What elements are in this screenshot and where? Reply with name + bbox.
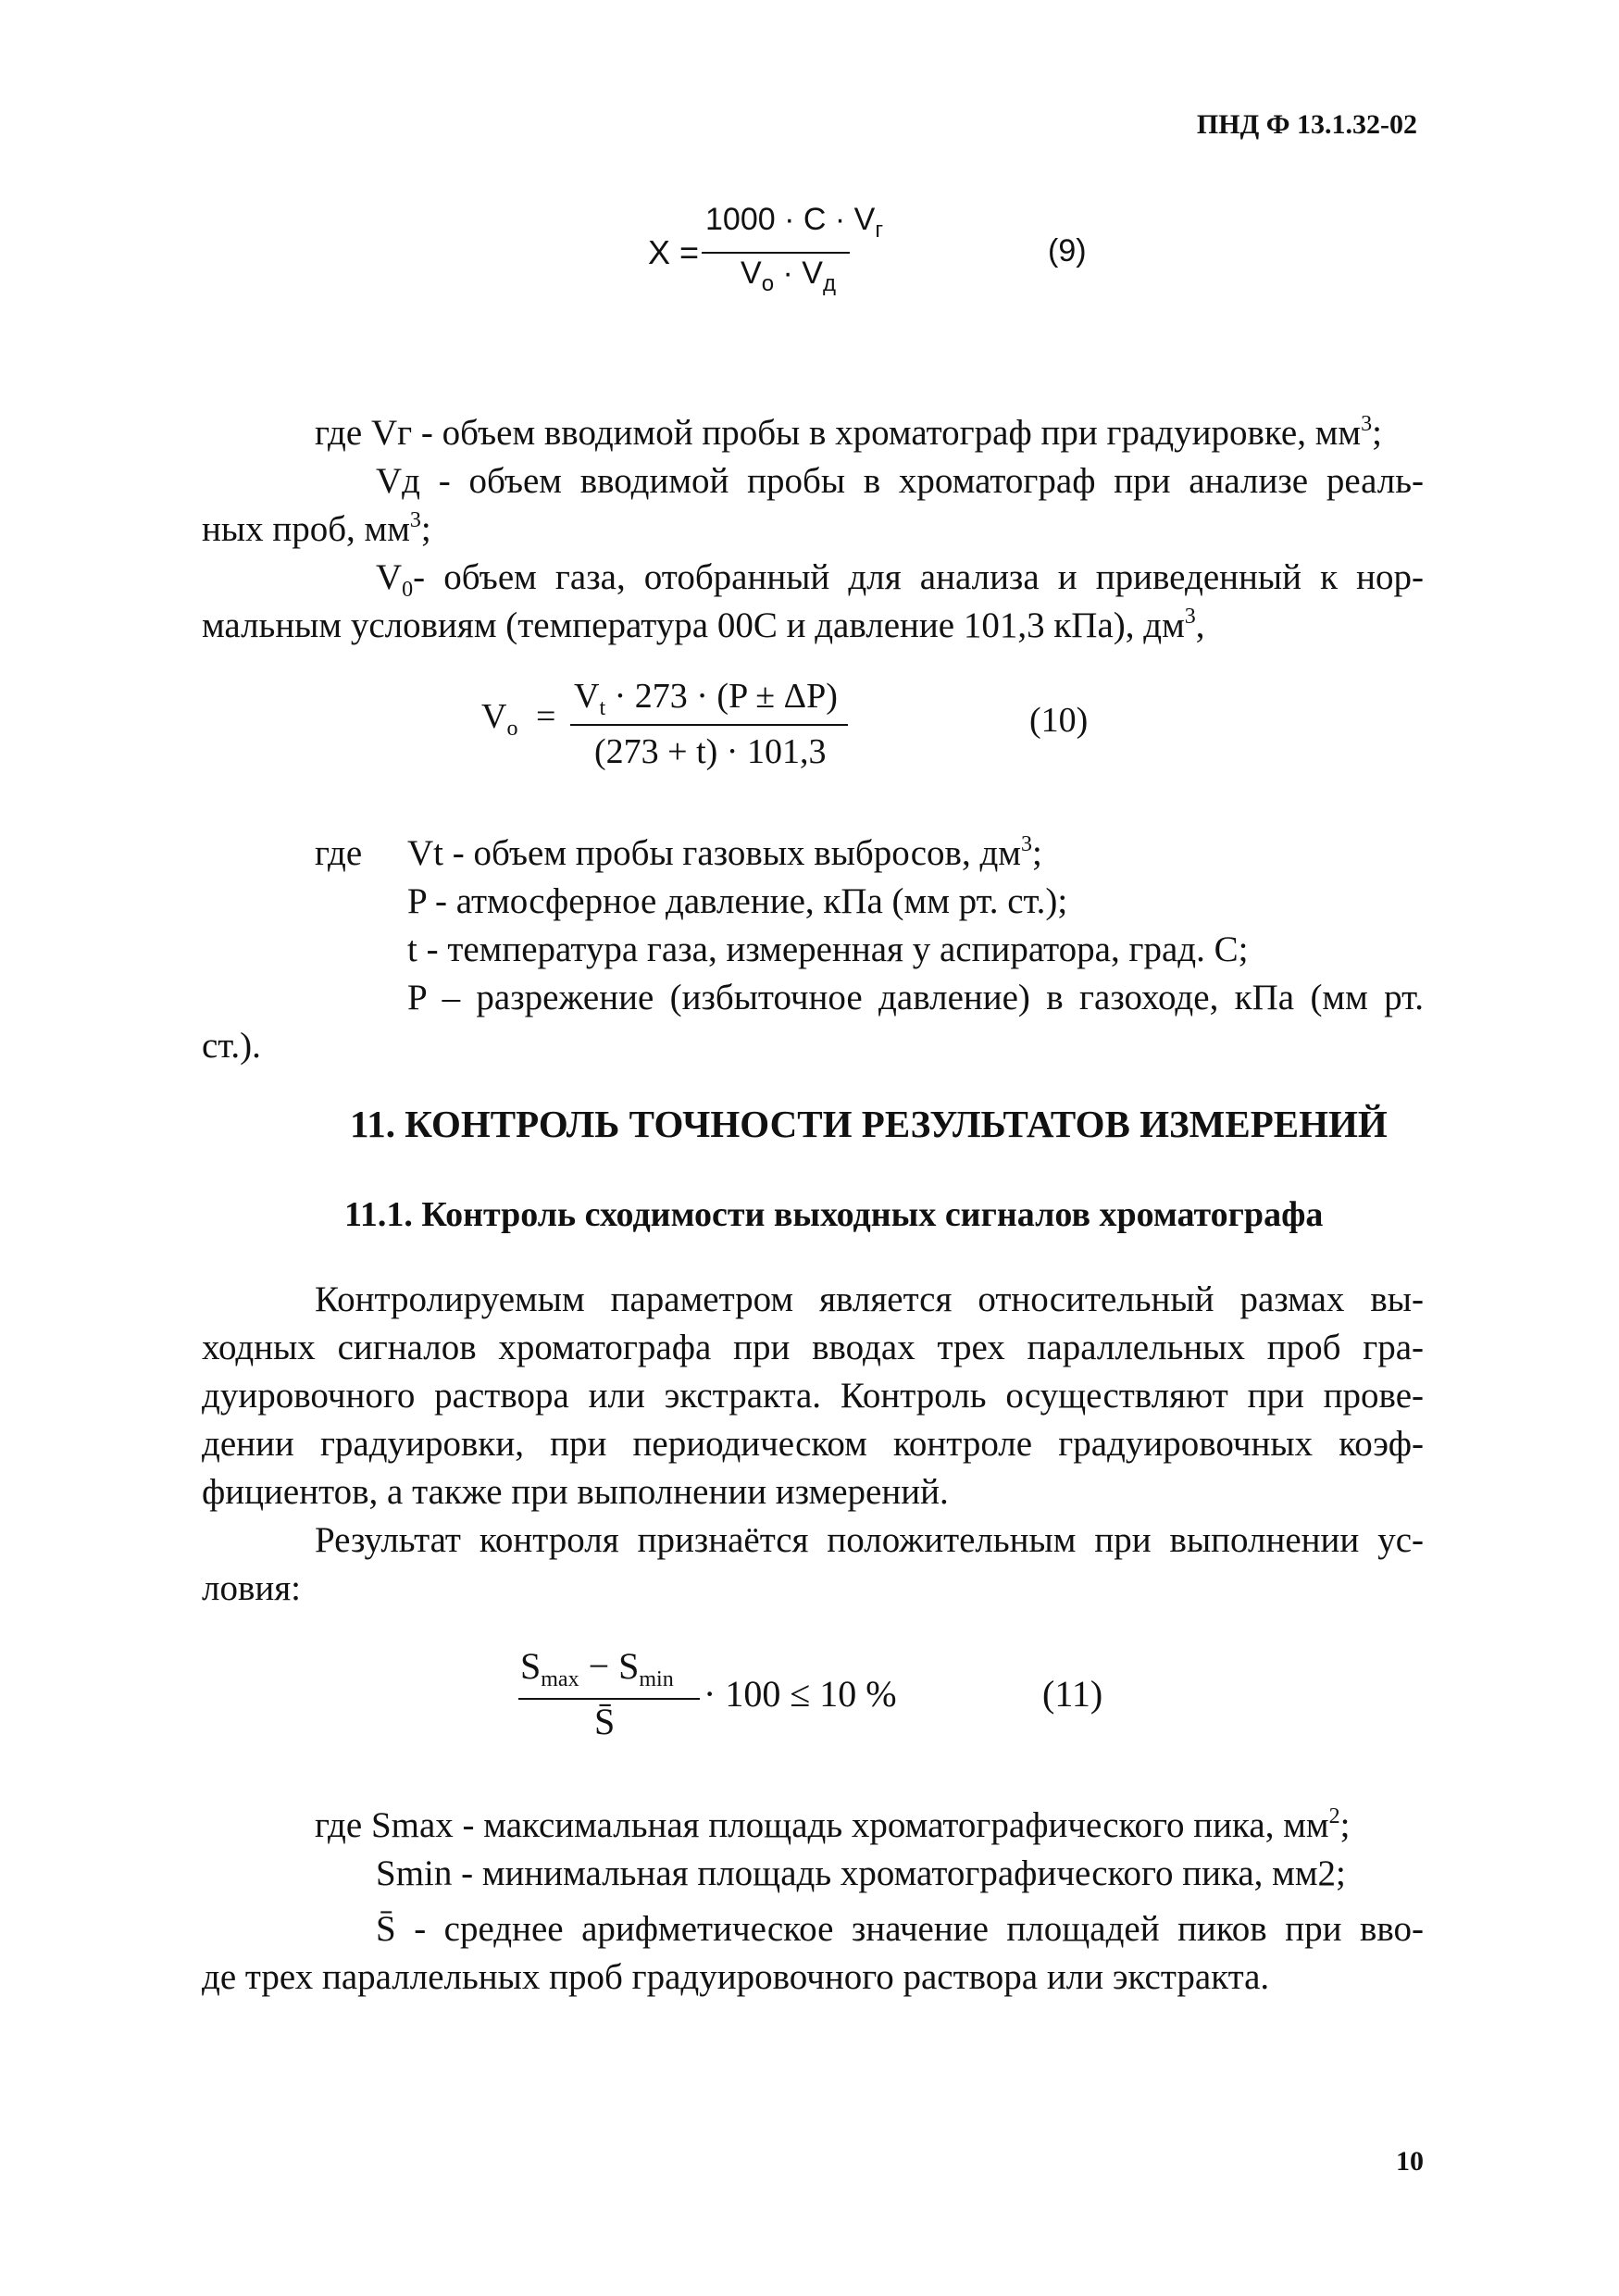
def-vg-sup: 3 xyxy=(1361,412,1373,436)
formula-11-tail: · 100 ≤ 10 % xyxy=(704,1673,897,1715)
def-vt-sup: 3 xyxy=(1020,832,1032,856)
formula-11-s2-sub: min xyxy=(639,1667,674,1691)
def-v0-line1 xyxy=(376,554,1424,602)
def-smax-text: где Smax - максимальная площадь хроматографического пика, мм xyxy=(315,1805,1329,1845)
para2-line: Результат контроля признаётся положительным при выполнении ус- xyxy=(315,1520,1424,1560)
def10-where: где xyxy=(315,833,363,873)
para1-line: фициентов, а также при выполнении измерений. xyxy=(202,1472,949,1512)
formula-10-numerator-v: V xyxy=(574,677,600,716)
formula-11-denominator: S̄ xyxy=(594,1701,616,1742)
para1-line: Контролируемым параметром является относительный размах вы- xyxy=(315,1279,1424,1319)
def-vt-text: Vt - объем пробы газовых выбросов, дм xyxy=(407,833,1021,873)
formula-9-numerator xyxy=(705,202,884,243)
def-vd-line2-text: ных проб, мм xyxy=(202,509,410,549)
def-v0-line2-sup: 3 xyxy=(1184,605,1196,629)
def-vg-tail: ; xyxy=(1372,413,1382,453)
def-vd-line2 xyxy=(202,505,431,554)
def-smax-tail: ; xyxy=(1339,1805,1351,1845)
def-dp: P – разрежение (избыточное давление) в газоходе, кПа (мм рт. xyxy=(407,978,1424,1017)
formula-10-fraction-bar xyxy=(570,724,848,726)
formula-9-lhs: X = xyxy=(648,233,700,271)
def-sbar-line1 xyxy=(376,1905,1424,1953)
formula-9-denominator-a-sub: о xyxy=(761,271,775,296)
formula-10-lhs xyxy=(481,696,556,741)
formula-10-lhs-v: V xyxy=(481,697,507,736)
def-vg xyxy=(315,409,1382,457)
formula-11-s1: S xyxy=(520,1645,542,1687)
def-v0-symbol: V xyxy=(376,557,403,597)
def-vg-text: где Vг - объем вводимой пробы в хроматограф при градуировке, мм xyxy=(315,413,1362,453)
formula-9-fraction-bar xyxy=(702,252,850,254)
def-smin: Smin - минимальная площадь хроматографического пика, мм2; xyxy=(376,1853,1346,1893)
formula-9-denominator-dot: · xyxy=(782,256,793,291)
def-v0-line2 xyxy=(202,602,1205,650)
def-sbar-symbol: S̄ xyxy=(376,1909,396,1949)
formula-10-equals: = xyxy=(535,697,556,736)
def-v0-text: - объем газа, отобранный для анализа и приведенный к нор- xyxy=(413,557,1424,597)
formula-9-denominator-b-sub: д xyxy=(822,271,836,296)
section-title: 11. КОНТРОЛЬ ТОЧНОСТИ РЕЗУЛЬТАТОВ ИЗМЕРЕНИЙ xyxy=(350,1103,1388,1145)
para2-line: ловия: xyxy=(202,1568,302,1608)
def-v0-sub: 0 xyxy=(402,578,414,602)
subsection-title: 11.1. Контроль сходимости выходных сигналов хроматографа xyxy=(344,1195,1324,1234)
page-number: 10 xyxy=(1396,2146,1424,2177)
formula-11-s1-sub: max xyxy=(541,1667,579,1691)
def-vt xyxy=(407,830,1042,878)
def-smax xyxy=(315,1802,1350,1850)
formula-11-number: (11) xyxy=(1042,1673,1103,1715)
def-sbar-text: - среднее арифметическое значение площадей пиков при вво- xyxy=(395,1909,1424,1949)
formula-9-denominator-a: V xyxy=(741,256,762,291)
def-t: t - температура газа, измеренная у аспиратора, град. С; xyxy=(407,930,1249,969)
def-sbar-line2: де трех параллельных проб градуировочного раствора или экстракта. xyxy=(202,1957,1270,1997)
formula-11-numerator xyxy=(520,1644,674,1691)
def-vd-line2-tail: ; xyxy=(420,509,431,549)
formula-10-numerator xyxy=(574,676,838,720)
document-code: ПНД Ф 13.1.32-02 xyxy=(1196,109,1417,140)
def-dp-cont: ст.). xyxy=(202,1026,261,1066)
formula-10-number: (10) xyxy=(1029,701,1089,740)
def-p: P - атмосферное давление, кПа (мм рт. ст.); xyxy=(407,881,1068,921)
def-v0-line2-tail: , xyxy=(1195,605,1205,645)
formula-10-numerator-rest: · 273 · (P ± ΔP) xyxy=(605,677,838,716)
def-vd-line1: Vд - объем вводимой пробы в хроматограф при анализе реаль- xyxy=(376,461,1424,501)
formula-10-denominator: (273 + t) · 101,3 xyxy=(594,732,827,771)
para1-line: дении градуировки, при периодическом контроле градуировочных коэф- xyxy=(202,1424,1424,1464)
formula-10-lhs-sub: о xyxy=(506,717,518,741)
def-v0-line2-text: мальным условиям (температура 00С и давление 101,3 кПа), дм xyxy=(202,605,1185,645)
formula-9-numerator-text: 1000 · C · V xyxy=(705,202,876,237)
formula-9-number: (9) xyxy=(1048,233,1087,268)
formula-10-numerator-sub: t xyxy=(599,696,606,720)
def-vt-tail: ; xyxy=(1031,833,1042,873)
formula-9-denominator-b: V xyxy=(802,256,823,291)
para1-line: дуировочного раствора или экстракта. Контроль осуществляют при прове- xyxy=(202,1376,1424,1416)
para1-line: ходных сигналов хроматографа при вводах трех параллельных проб гра- xyxy=(202,1328,1424,1367)
def-vd-line2-sup: 3 xyxy=(409,508,421,532)
formula-9-denominator xyxy=(741,256,836,296)
formula-9-numerator-sub: г xyxy=(875,218,884,243)
def-smax-sup: 2 xyxy=(1328,1804,1340,1828)
formula-11-minus: − S xyxy=(579,1645,640,1687)
